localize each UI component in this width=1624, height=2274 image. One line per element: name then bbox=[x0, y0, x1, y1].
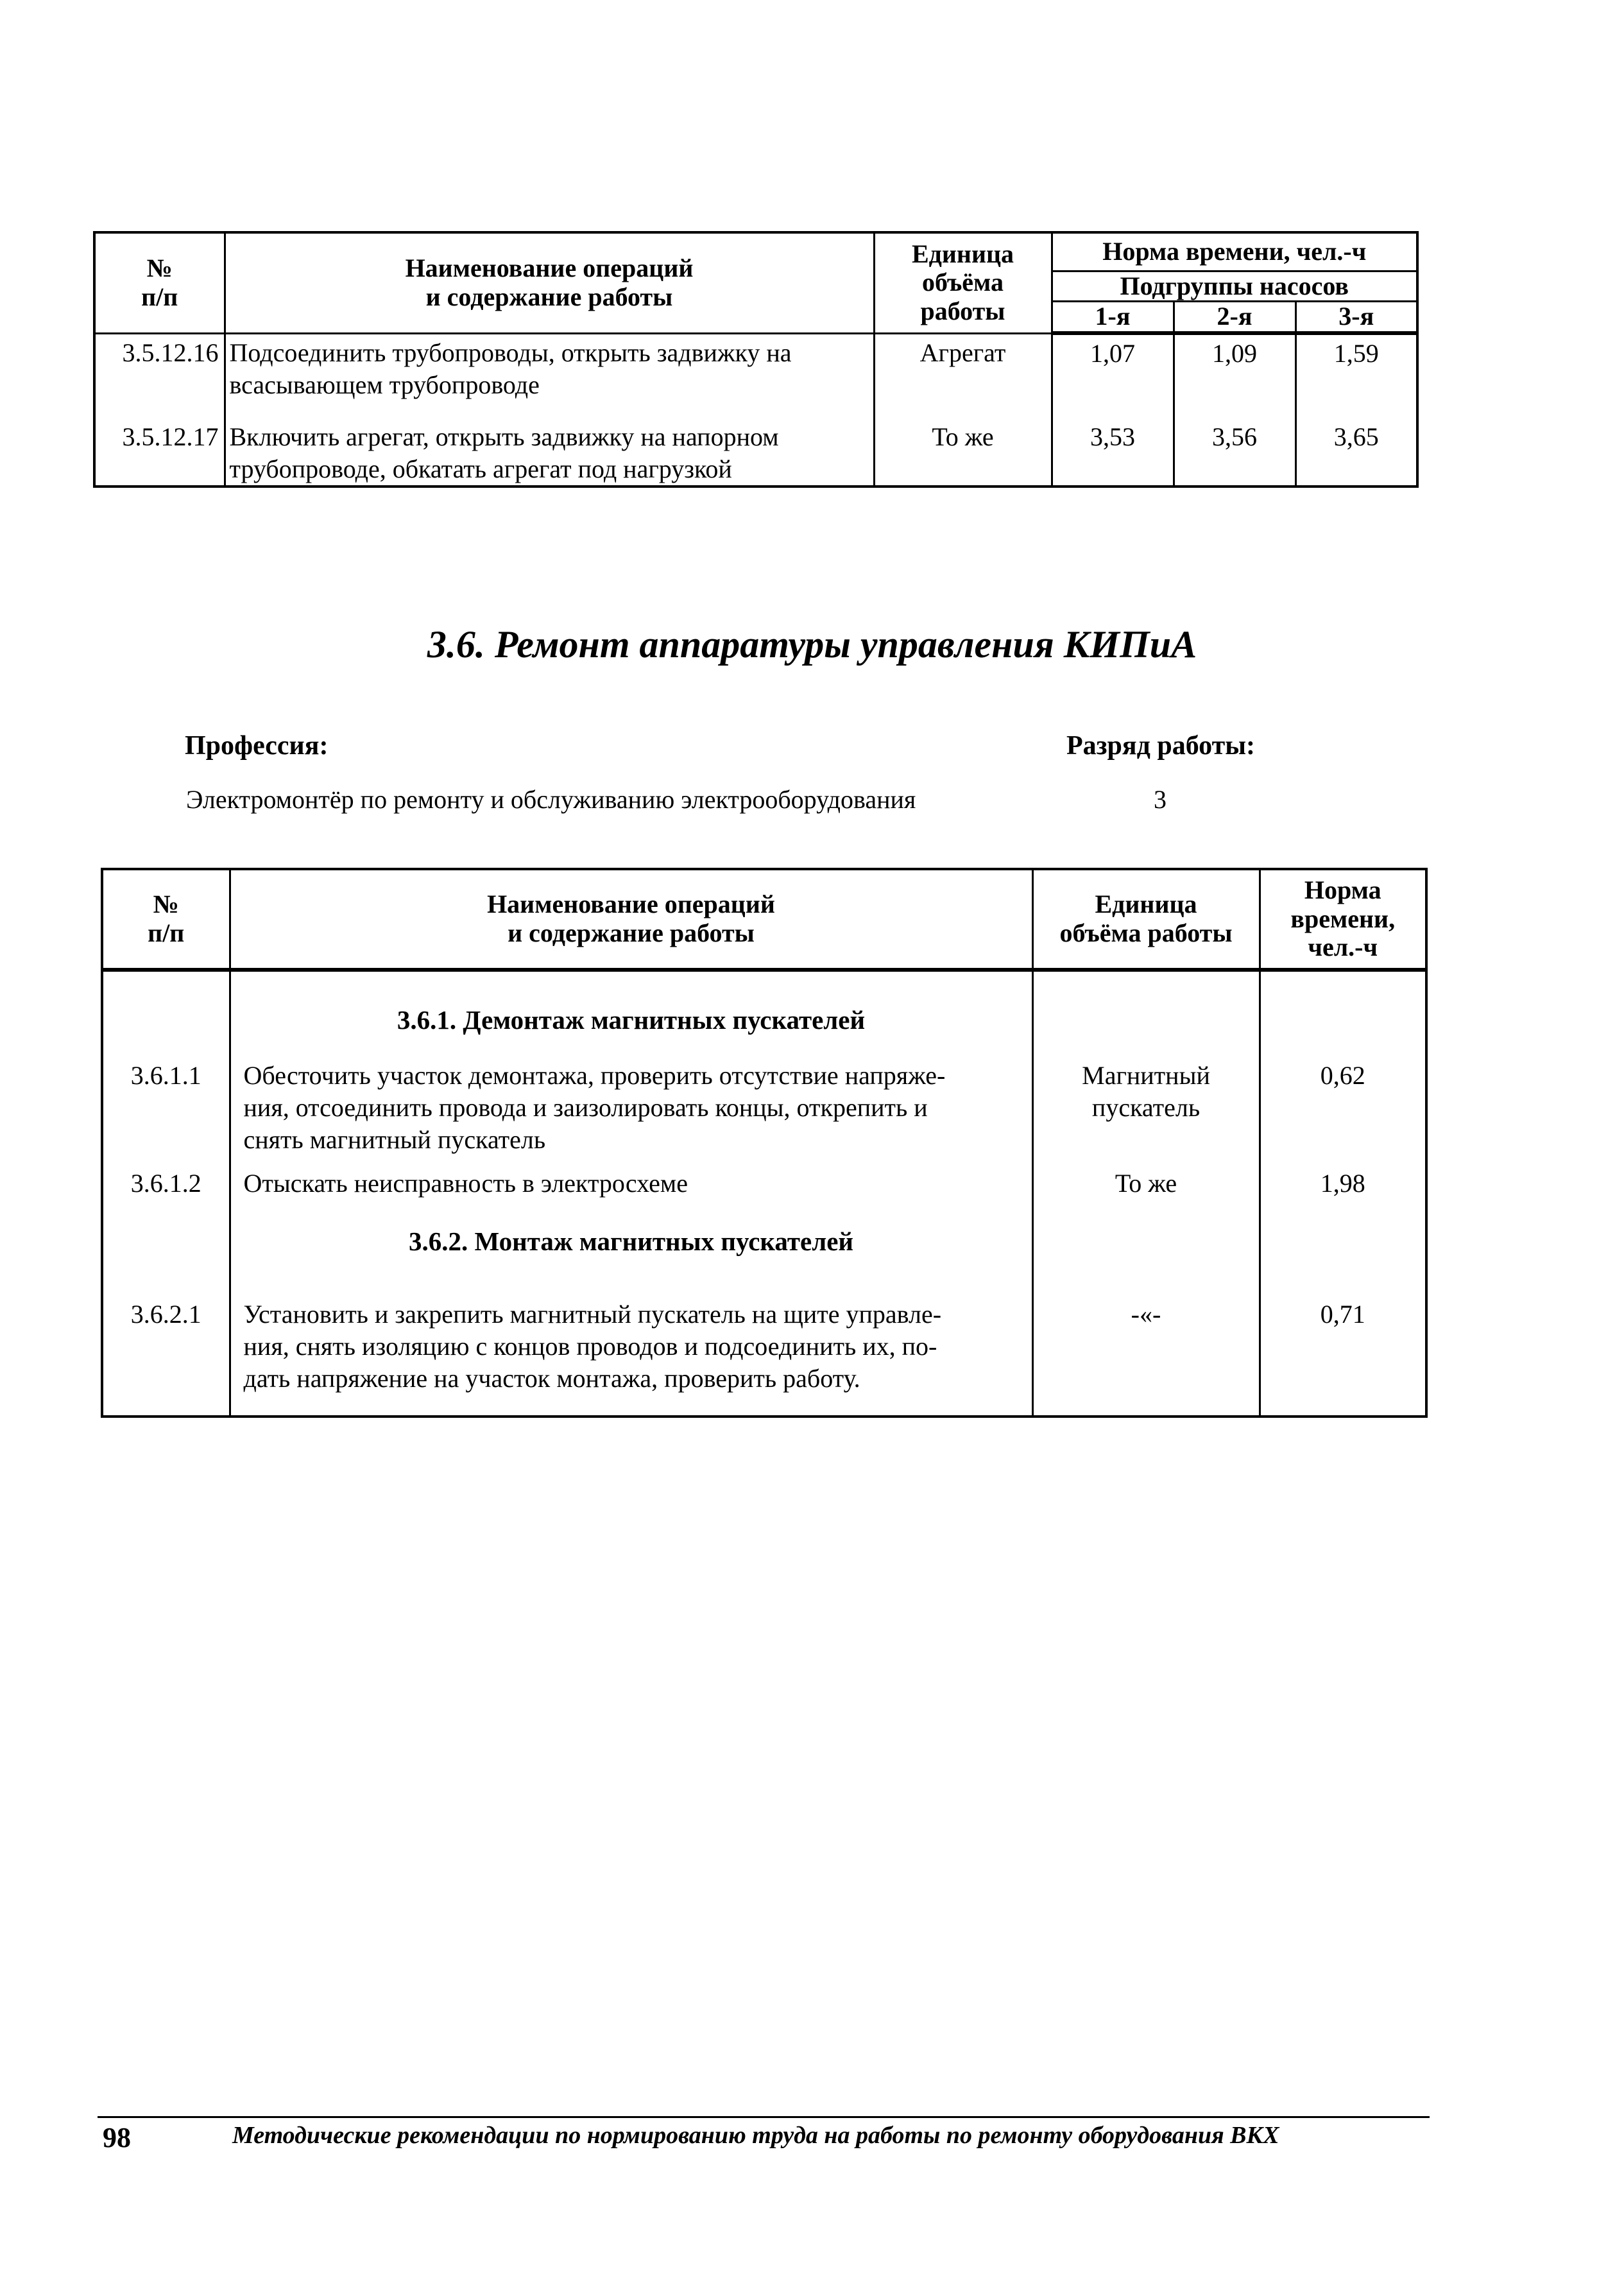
header-subgroups: Подгруппы насосов bbox=[1052, 271, 1417, 302]
grade-value: 3 bbox=[1154, 785, 1167, 814]
row-g1: 1,07 bbox=[1052, 333, 1174, 418]
table-row bbox=[94, 418, 1417, 487]
row-desc: Включить агрегат, открыть задвижку на напорном трубопроводе, обкатать агрегат под нагрузкой bbox=[225, 418, 874, 487]
row-desc: Отыскать неисправность в электросхеме bbox=[230, 1161, 1032, 1221]
subsection-row bbox=[102, 970, 1426, 1038]
subsection-title: 3.6.2. Монтаж магнитных пускателей bbox=[230, 1221, 1032, 1283]
row-num: 3.5.12.16 bbox=[94, 333, 225, 418]
page-number: 98 bbox=[103, 2122, 131, 2153]
header-unit: Единица объёма работы bbox=[874, 232, 1052, 333]
row-num: 3.5.12.17 bbox=[94, 418, 225, 487]
table-row bbox=[102, 1038, 1426, 1161]
header-num: № п/п bbox=[102, 869, 230, 970]
row-desc: Установить и закрепить магнитный пускатель на щите управле- ния, снять изоляцию с концов проводов и подсоединить их, по- дать напряжение на участок монтажа, проверить работу. bbox=[230, 1283, 1032, 1417]
footer-divider bbox=[98, 2116, 1430, 2118]
table-row bbox=[94, 333, 1417, 418]
row-g2: 1,09 bbox=[1174, 333, 1295, 418]
profession-value: Электромонтёр по ремонту и обслуживанию электрооборудования bbox=[186, 785, 916, 814]
header-group-2: 2-я bbox=[1174, 302, 1295, 333]
pump-norms-table bbox=[93, 231, 1419, 488]
row-norm: 0,62 bbox=[1260, 1038, 1426, 1161]
header-unit: Единица объёма работы bbox=[1032, 869, 1260, 970]
row-norm: 1,98 bbox=[1260, 1161, 1426, 1221]
subsection-title: 3.6.1. Демонтаж магнитных пускателей bbox=[230, 970, 1032, 1038]
header-norm: Норма времени, чел.-ч bbox=[1260, 869, 1426, 970]
kipia-norms-table bbox=[101, 868, 1428, 1418]
subsection-row bbox=[102, 1221, 1426, 1283]
header-norm: Норма времени, чел.-ч bbox=[1052, 232, 1417, 271]
grade-label: Разряд работы: bbox=[1066, 731, 1256, 761]
row-unit: То же bbox=[1032, 1161, 1260, 1221]
row-unit: -«- bbox=[1032, 1283, 1260, 1417]
header-name: Наименование операций и содержание работы bbox=[225, 232, 874, 333]
row-unit: То же bbox=[874, 418, 1052, 487]
header-num: № п/п bbox=[94, 232, 225, 333]
row-g1: 3,53 bbox=[1052, 418, 1174, 487]
footer-title: Методические рекомендации по нормированию труда на работы по ремонту оборудования ВКХ bbox=[232, 2122, 1279, 2149]
row-num: 3.6.1.1 bbox=[102, 1038, 230, 1161]
row-num: 3.6.2.1 bbox=[102, 1283, 230, 1417]
row-unit: Агрегат bbox=[874, 333, 1052, 418]
row-g3: 1,59 bbox=[1295, 333, 1417, 418]
header-name: Наименование операций и содержание работы bbox=[230, 869, 1032, 970]
row-norm: 0,71 bbox=[1260, 1283, 1426, 1417]
table-row bbox=[102, 1161, 1426, 1221]
row-unit: Магнитный пускатель bbox=[1032, 1038, 1260, 1161]
row-desc: Обесточить участок демонтажа, проверить отсутствие напряже- ния, отсоединить провода и заизолировать концы, открепить и снять магнитный пускатель bbox=[230, 1038, 1032, 1161]
row-num: 3.6.1.2 bbox=[102, 1161, 230, 1221]
profession-label: Профессия: bbox=[185, 731, 329, 761]
row-g3: 3,65 bbox=[1295, 418, 1417, 487]
row-g2: 3,56 bbox=[1174, 418, 1295, 487]
row-desc: Подсоединить трубопроводы, открыть задвижку на всасывающем трубопроводе bbox=[225, 333, 874, 418]
section-title: 3.6. Ремонт аппаратуры управления КИПиА bbox=[427, 623, 1197, 666]
table-row bbox=[102, 1283, 1426, 1417]
header-group-3: 3-я bbox=[1295, 302, 1417, 333]
header-group-1: 1-я bbox=[1052, 302, 1174, 333]
